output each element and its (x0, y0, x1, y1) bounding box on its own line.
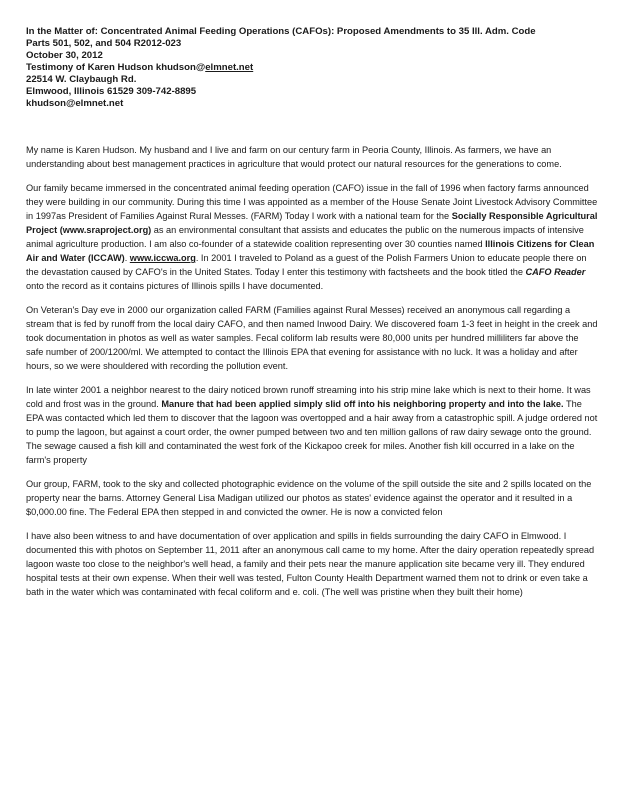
paragraph-intro: My name is Karen Hudson. My husband and I live and farm on our century farm in Peoria County, Illinois. As farmers, we have an understanding about best management practices in agriculture that would protect our natural resources for the generations to come. (26, 145, 562, 169)
paragraph-background (26, 181, 598, 293)
street-address: 22514 W. Claybaugh Rd. (26, 74, 137, 85)
text-span: Our family became immersed in the concentrated animal feeding operation (CAFO) issue in the fall of 1996 when factory farms announced they were building in our community. During this time I was appointed as a member of the House Senate Joint Livestock Advisory Committee in 1997as President of Families Against Rural Messes. (FARM) Today I work with a national team for the (26, 183, 598, 221)
iccwa-link[interactable]: www.iccwa.org (129, 253, 196, 263)
testimony-email-link[interactable]: elmnet.net (205, 62, 254, 73)
text-span: In late winter 2001 a neighbor nearest to the dairy noticed brown runoff streaming into his strip mine lake which is next to their home. It was cold and frost was in the ground. (26, 385, 591, 409)
document-body (26, 143, 598, 609)
text-span: . (124, 253, 130, 263)
text-span: as an environmental consultant that assists and educates the public on the numerous impacts of intensive animal agriculture production. I am also co-founder of a statewide coalition representing over 30 counties named (26, 225, 584, 249)
contact-email: khudson@elmnet.net (26, 98, 124, 109)
text-span: onto the record as it contains pictures of Illinois spills I have documented. (26, 281, 324, 291)
manure-emphasis: Manure that had been applied simply slid off into his neighboring property and into the lake. (161, 399, 564, 409)
document-header (26, 26, 606, 110)
cafo-reader-title: CAFO Reader (525, 267, 586, 277)
case-parts: Parts 501, 502, and 504 R2012-023 (26, 38, 182, 49)
testimony-date: October 30, 2012 (26, 50, 103, 61)
sraproject-name: Socially Responsible Agricultural Project (www.sraproject.org) (26, 211, 598, 235)
city-phone: Elmwood, Illinois 61529 309-742-8895 (26, 86, 197, 97)
paragraph-veterans-day: On Veteran's Day eve in 2000 our organization called FARM (Families against Rural Messes) received an anonymous call regarding a stream that is fed by runoff from the local dairy CAFO, and then named Inwood Dairy. We discovered foam 1-3 feet in height in the creek and took documentation in photos as well as water samples. Fecal coliform lab results were 80,000 units per hundred milliliters far above the safe number of 200/1200/ml. We attempted to contact the Illinois EPA that evening for assistance with no luck. It was a holiday and after hours, so we were shouldered with recording the pollution event. (26, 305, 598, 371)
iccaw-name: Illinois Citizens for Clean Air and Water (ICCAW) (26, 239, 595, 263)
paragraph-winter-2001 (26, 383, 598, 467)
text-span: The EPA was contacted which led them to discover that the lagoon was overtopped and a hair away from a catastrophic spill. A judge ordered not to pump the lagoon, but against a court order, the owner pumped between two and ten million gallons of raw dairy sewage onto the ground. The sewage caused a fish kill and contaminated the west fork of the Kickapoo creek for miles. Another fish kill occurred in a lake on the farm's property (26, 399, 598, 465)
case-title: In the Matter of: Concentrated Animal Feeding Operations (CAFOs): Proposed Amendments to 35 Ill. Adm. Code (26, 26, 536, 37)
paragraph-elmwood: I have also been witness to and have documentation of over application and spills in fields surrounding the dairy CAFO in Elmwood. I documented this with photos on September 11, 2011 after an anonymous call came to my home. After the dairy operation repeatedly spread lagoon waste too close to the neighbor's well head, a family and their pets near the manure application site became very ill. They endured hospital tests at their own expense. When their well was tested, Fulton County Health Department warned them not to drink or even take a bath in the water which was contaminated with fecal coliform and e. coli. (The well was pristine when they built their home) (26, 531, 595, 597)
testimony-prefix: Testimony of Karen Hudson khudson@ (26, 62, 206, 73)
text-span: . In 2001 I traveled to Poland as a guest of the Polish Farmers Union to educate people there on the devastation caused by CAFO's in the United States. Today I enter this testimony with factsheets and the book titled the (26, 253, 587, 277)
paragraph-farm-evidence: Our group, FARM, took to the sky and collected photographic evidence on the volume of the spill outside the site and 2 spills located on the property near the barns. Attorney General Lisa Madigan utilized our photos as states' evidence against the operator and it resulted in a $0,000.00 fine. The Federal EPA then stepped in and convicted the owner. He is now a convicted felon (26, 479, 592, 517)
testimony-line (26, 62, 606, 74)
